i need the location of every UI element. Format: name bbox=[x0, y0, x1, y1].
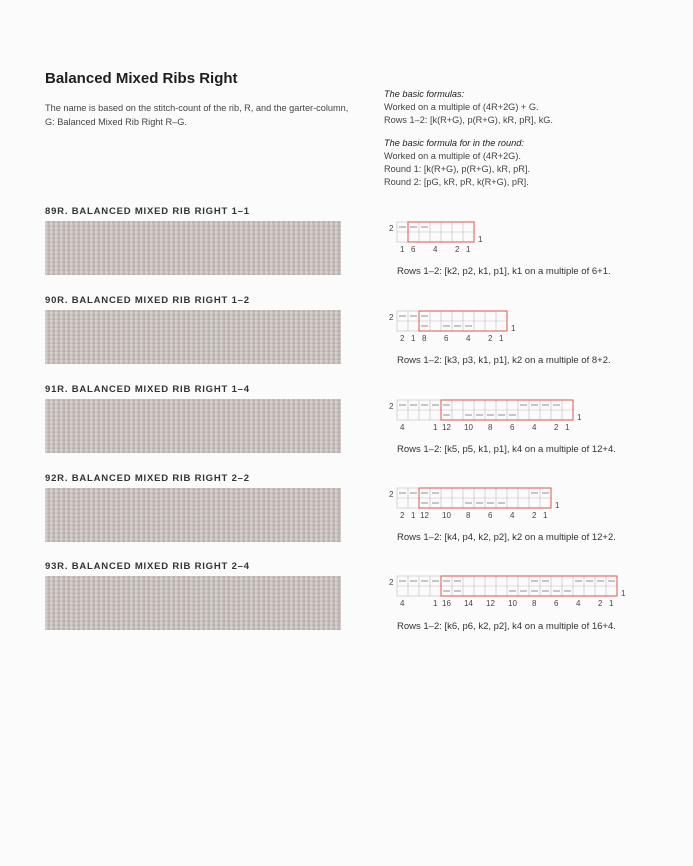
pattern-title-91r: 91R. BALANCED MIXED RIB RIGHT 1–4 bbox=[45, 384, 250, 395]
svg-text:2: 2 bbox=[532, 511, 537, 520]
pattern-title-93r: 93R. BALANCED MIXED RIB RIGHT 2–4 bbox=[45, 561, 250, 572]
pattern-title-92r: 92R. BALANCED MIXED RIB RIGHT 2–2 bbox=[45, 473, 250, 484]
svg-text:14: 14 bbox=[464, 599, 473, 608]
svg-text:1: 1 bbox=[411, 334, 416, 343]
basic-formula-multiple: Worked on a multiple of (4R+2G) + G. bbox=[384, 102, 539, 112]
svg-text:2: 2 bbox=[598, 599, 603, 608]
svg-text:4: 4 bbox=[466, 334, 471, 343]
svg-text:1: 1 bbox=[543, 511, 548, 520]
svg-text:6: 6 bbox=[554, 599, 559, 608]
svg-text:1: 1 bbox=[621, 589, 626, 598]
chart-91r bbox=[387, 399, 587, 435]
svg-text:6: 6 bbox=[411, 245, 416, 254]
round-formula-round2: Round 2: [pG, kR, pR, k(R+G), pR]. bbox=[384, 177, 529, 187]
rows-text-92r: Rows 1–2: [k4, p4, k2, p2], k2 on a multiple of 12+2. bbox=[397, 532, 616, 543]
svg-text:2: 2 bbox=[400, 334, 405, 343]
rows-text-90r: Rows 1–2: [k3, p3, k1, p1], k2 on a multiple of 8+2. bbox=[397, 355, 611, 366]
svg-text:1: 1 bbox=[478, 235, 483, 244]
basic-formulas-heading: The basic formulas: bbox=[384, 89, 465, 99]
swatch-93r-photo bbox=[45, 576, 341, 630]
swatch-89r-photo bbox=[45, 221, 341, 275]
svg-text:4: 4 bbox=[532, 423, 537, 432]
svg-text:2: 2 bbox=[389, 402, 394, 411]
svg-text:8: 8 bbox=[422, 334, 427, 343]
svg-text:10: 10 bbox=[464, 423, 473, 432]
svg-text:12: 12 bbox=[486, 599, 495, 608]
svg-text:1: 1 bbox=[411, 511, 416, 520]
svg-text:1: 1 bbox=[466, 245, 471, 254]
chart-89r bbox=[387, 221, 497, 257]
svg-text:2: 2 bbox=[400, 511, 405, 520]
svg-text:2: 2 bbox=[455, 245, 460, 254]
svg-text:1: 1 bbox=[555, 501, 560, 510]
svg-text:2: 2 bbox=[488, 334, 493, 343]
svg-text:1: 1 bbox=[433, 423, 438, 432]
basic-formula-rows: Rows 1–2: [k(R+G), p(R+G), kR, pR], kG. bbox=[384, 115, 553, 125]
swatch-91r-photo bbox=[45, 399, 341, 453]
pattern-title-89r: 89R. BALANCED MIXED RIB RIGHT 1–1 bbox=[45, 206, 250, 217]
svg-text:2: 2 bbox=[389, 578, 394, 587]
round-formula-round1: Round 1: [k(R+G), p(R+G), kR, pR]. bbox=[384, 164, 531, 174]
svg-text:4: 4 bbox=[433, 245, 438, 254]
svg-text:6: 6 bbox=[444, 334, 449, 343]
svg-text:1: 1 bbox=[433, 599, 438, 608]
chart-row-label-2: 2 bbox=[389, 224, 394, 233]
chart-92r bbox=[387, 487, 567, 523]
svg-text:12: 12 bbox=[420, 511, 429, 520]
swatch-92r-photo bbox=[45, 488, 341, 542]
svg-text:6: 6 bbox=[510, 423, 515, 432]
swatch-90r-photo bbox=[45, 310, 341, 364]
formulas-block bbox=[384, 88, 684, 189]
svg-text:8: 8 bbox=[466, 511, 471, 520]
svg-text:4: 4 bbox=[400, 423, 405, 432]
svg-text:2: 2 bbox=[554, 423, 559, 432]
svg-text:1: 1 bbox=[577, 413, 582, 422]
svg-text:1: 1 bbox=[609, 599, 614, 608]
rows-text-89r: Rows 1–2: [k2, p2, k1, p1], k1 on a multiple of 6+1. bbox=[397, 266, 611, 277]
svg-text:16: 16 bbox=[442, 599, 451, 608]
svg-text:1: 1 bbox=[511, 324, 516, 333]
round-formula-multiple: Worked on a multiple of (4R+2G). bbox=[384, 151, 521, 161]
svg-text:8: 8 bbox=[532, 599, 537, 608]
rows-text-91r: Rows 1–2: [k5, p5, k1, p1], k4 on a multiple of 12+4. bbox=[397, 444, 616, 455]
svg-text:2: 2 bbox=[389, 313, 394, 322]
svg-text:6: 6 bbox=[488, 511, 493, 520]
svg-text:2: 2 bbox=[389, 490, 394, 499]
svg-text:4: 4 bbox=[400, 599, 405, 608]
svg-text:4: 4 bbox=[576, 599, 581, 608]
svg-text:10: 10 bbox=[508, 599, 517, 608]
chart-93r bbox=[387, 575, 632, 611]
rows-text-93r: Rows 1–2: [k6, p6, k2, p2], k4 on a multiple of 16+4. bbox=[397, 621, 616, 632]
svg-text:1: 1 bbox=[400, 245, 405, 254]
svg-text:4: 4 bbox=[510, 511, 515, 520]
chart-90r bbox=[387, 310, 522, 346]
intro-text: The name is based on the stitch-count of the rib, R, and the garter-column, G: Balanced Mixed Rib Right R–G. bbox=[45, 103, 349, 127]
svg-text:1: 1 bbox=[499, 334, 504, 343]
pattern-title-90r: 90R. BALANCED MIXED RIB RIGHT 1–2 bbox=[45, 295, 250, 306]
svg-text:8: 8 bbox=[488, 423, 493, 432]
page-title: Balanced Mixed Ribs Right bbox=[45, 70, 238, 87]
svg-text:1: 1 bbox=[565, 423, 570, 432]
svg-text:10: 10 bbox=[442, 511, 451, 520]
round-formulas-heading: The basic formula for in the round: bbox=[384, 138, 524, 148]
svg-text:12: 12 bbox=[442, 423, 451, 432]
